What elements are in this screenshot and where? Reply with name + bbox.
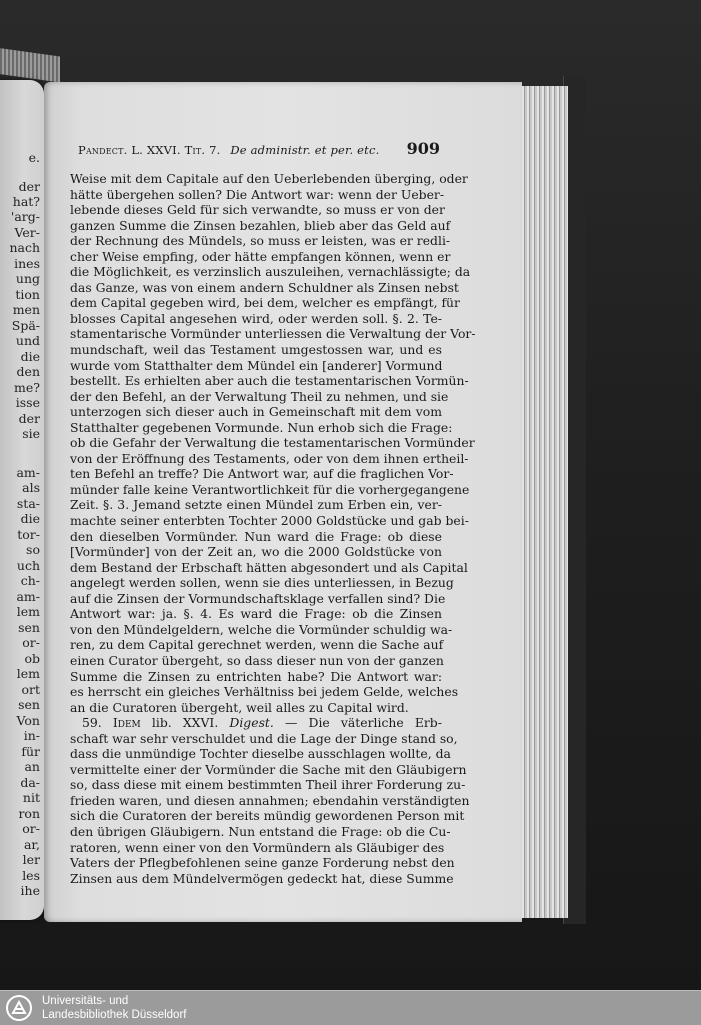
left-page-fragment: so [26, 542, 40, 557]
left-page-fragment: in- [23, 728, 40, 743]
footer-line-1: Universitäts- und [42, 995, 129, 1007]
left-page-fragment: men [12, 302, 40, 317]
text-line: es herrscht ein gleiches Verhältniss bei jedem Gelde, welches [70, 684, 459, 700]
text-line: einen Curator übergeht, so dass dieser nun von der ganzen [70, 652, 444, 668]
left-page-fragment: 'arg- [10, 209, 40, 224]
left-page-fragment: lem [16, 604, 40, 619]
left-page-fragment: tor- [17, 527, 40, 542]
text-line: so, dass diese mit einem bestimmten Theil ihrer Forderung zu- [70, 777, 466, 793]
body-text [70, 171, 476, 886]
footer-library-name [42, 994, 186, 1022]
text-line: von der Eröffnung des Testaments, oder von dem ihnen ertheil- [70, 450, 469, 466]
book-page-stack [520, 86, 568, 918]
text-line: hätte übergehen sollen? Die Antwort war: wenn der Ueber- [70, 186, 445, 202]
text-line: Statthalter gegebenen Vormunde. Nun erhob sich die Frage: [70, 419, 453, 435]
left-page-fragment: lem [16, 666, 40, 681]
left-page-fragment: der [18, 411, 40, 426]
section-lines [70, 730, 470, 886]
text-line: der Rechnung des Mündels, so muss er leisten, was er redli- [70, 233, 451, 249]
text-line: Antwort war: ja. §. 4. Es ward die Frage: ob die Zinsen [70, 606, 442, 622]
left-page-fragment: ch- [20, 573, 40, 588]
text-line: bestellt. Es erhielten aber auch die testamentarischen Vormün- [70, 373, 469, 389]
text-line: Summe die Zinsen zu entrichten habe? Die Antwort war: [70, 668, 442, 684]
library-logo-icon [6, 995, 32, 1021]
text-line: cher Weise empfing, oder hätte empfangen können, wenn er [70, 248, 451, 264]
text-line: ganzen Summe die Zinsen bezahlen, blieb aber das Geld auf [70, 217, 451, 233]
left-page-fragment: nit [22, 790, 40, 805]
left-page-fragment: ron [18, 806, 40, 821]
left-page-fragment: die [20, 511, 40, 526]
left-page-fragment: ines [14, 256, 40, 271]
page-header [78, 140, 440, 160]
text-line: an die Curatoren übergeht, weil alles zu Capital wird. [70, 699, 409, 715]
text-line: unterzogen sich dieser auch in Gemeinschaft mit dem vom [70, 404, 442, 420]
left-page-fragment: ob [24, 651, 40, 666]
page-number: 909 [406, 139, 440, 158]
text-line: ren, zu dem Capital gerechnet werden, wenn die Sache auf [70, 637, 444, 653]
paragraph-58 [70, 171, 476, 715]
left-page-fragment: Von [16, 713, 40, 728]
text-line: schaft war sehr verschuldet und die Lage der Dinge stand so, [70, 730, 458, 746]
text-line: Weise mit dem Capitale auf den Ueberlebenden überging, oder [70, 171, 468, 186]
running-head-title: Pandect. L. XXVI. Tit. 7. [78, 143, 221, 157]
left-page-fragment: me? [14, 380, 40, 395]
text-line: den dieselben Vormünder. Nun ward die Frage: ob diese [70, 528, 442, 544]
text-line: münder falle keine Verantwortlichkeit für die vorhergegangene [70, 481, 470, 497]
left-page-fragment: sen [18, 697, 40, 712]
left-page-fragment: hat? [12, 194, 40, 209]
text-line: machte seiner enterbten Tochter 2000 Goldstücke und gab bei- [70, 513, 469, 529]
section-first-line-rest: Die väterliche Erb- [308, 715, 442, 731]
section-number: 59. [82, 715, 102, 731]
text-line: angelegt werden sollen, wenn sie dies unterliessen, in Bezug [70, 575, 454, 591]
left-page-fragment: und [15, 333, 40, 348]
text-line: dass die unmündige Tochter dieselbe ausschlagen wollte, da [70, 746, 451, 762]
paragraph-59 [70, 715, 470, 886]
text-line: das Ganze, was von einem andern Schuldner als Zinsen nebst [70, 279, 459, 295]
left-page-fragment: am- [16, 589, 40, 604]
text-line: sich die Curatoren der bereits mündig gewordenen Person mit [70, 808, 465, 824]
left-page-fragment: für [21, 744, 40, 759]
left-page-fragment: der [18, 179, 40, 194]
left-page-fragment: sie [22, 426, 40, 441]
left-page-fragment: uch [16, 558, 40, 573]
left-page-fragment: isse [15, 395, 40, 410]
text-line: dem Bestand der Erbschaft hätten abgesondert und als Capital [70, 559, 468, 575]
text-line: Zinsen aus dem Mündelvermögen gedeckt hat, diese Summe [70, 870, 454, 886]
left-page-fragment: sta- [16, 496, 40, 511]
left-page-fragment: Spä- [11, 318, 40, 333]
left-page-fragment: or- [22, 821, 40, 836]
text-line: die Möglichkeit, es verzinslich auszuleihen, vernachlässigte; da [70, 264, 471, 280]
left-page-fragment: den [16, 364, 40, 379]
left-page-fragment: les [22, 868, 40, 883]
text-line: ob die Gefahr der Verwaltung die testamentarischen Vormünder [70, 435, 475, 451]
text-line: Vaters der Pflegbefohlenen seine ganze Forderung nebst den [70, 855, 455, 871]
left-page-fragment: or- [22, 635, 40, 650]
left-page-fragment: tion [15, 287, 40, 302]
text-line: ten Befehl an treffe? Die Antwort war, auf die fraglichen Vor- [70, 466, 454, 482]
text-line: mundschaft, weil das Testament umgestossen war, und es [70, 342, 442, 358]
text-line: von den Mündelgeldern, welche die Vormünder schuldig wa- [70, 621, 453, 637]
left-page-fragment: als [22, 480, 40, 495]
left-page-fragment: ort [21, 682, 40, 697]
text-line: den übrigen Gläubigern. Nun entstand die Frage: ob die Cu- [70, 823, 451, 839]
running-head [78, 143, 379, 157]
left-page-fragment: die [20, 349, 40, 364]
left-page [0, 80, 44, 920]
section-digest: Digest. [229, 715, 274, 731]
footer-line-2: Landesbibliothek Düsseldorf [42, 1009, 187, 1021]
text-line: stamentarische Vormünder unterliessen die Verwaltung der Vor- [70, 326, 476, 342]
text-line: ratoren, wenn einer von den Vormündern als Gläubiger des [70, 839, 445, 855]
left-page-fragment: nach [9, 240, 40, 255]
left-page-fragment: Ver- [14, 225, 40, 240]
text-line: wurde vom Statthalter dem Mündel ein [anderer] Vormund [70, 357, 443, 373]
left-page-fragment: ar, [23, 837, 40, 852]
section-idem: Idem [112, 715, 141, 731]
section-lib: lib. XXVI. [151, 715, 219, 731]
left-page-fragment: e. [28, 150, 40, 165]
text-line: Zeit. §. 3. Jemand setzte einen Mündel zum Erben ein, ver- [70, 497, 442, 513]
text-line: [Vormünder] von der Zeit an, wo die 2000 Goldstücke von [70, 544, 442, 560]
left-page-fragment: sen [18, 620, 40, 635]
left-page-fragment: da- [20, 775, 40, 790]
left-page-fragment: an [24, 759, 40, 774]
text-line: vermittelte einer der Vormünder die Sache mit den Gläubigern [70, 761, 467, 777]
running-head-subtitle: De administr. et per. etc. [230, 143, 380, 157]
text-line: dem Capital gegeben wird, bei dem, welcher es empfängt, für [70, 295, 460, 311]
section-first-line [70, 715, 442, 731]
text-line: lebende dieses Geld für sich verwandte, so muss er von der [70, 202, 445, 218]
text-line: frieden waren, und diesen annahmen; ebendahin verständigten [70, 792, 470, 808]
left-page-fragment: ung [15, 271, 40, 286]
left-page-fragment: ihe [20, 883, 40, 898]
section-dash: — [285, 715, 298, 731]
footer-bar [0, 990, 701, 1025]
left-page-fragment: am- [16, 465, 40, 480]
text-line: der den Befehl, an der Verwaltung Theil zu nehmen, und sie [70, 388, 449, 404]
text-line: blosses Capital angesehen wird, oder werden soll. §. 2. Te- [70, 310, 442, 326]
left-page-fragment: ler [22, 852, 40, 867]
text-line: auf die Zinsen der Vormundschaftsklage verfallen sind? Die [70, 590, 446, 606]
